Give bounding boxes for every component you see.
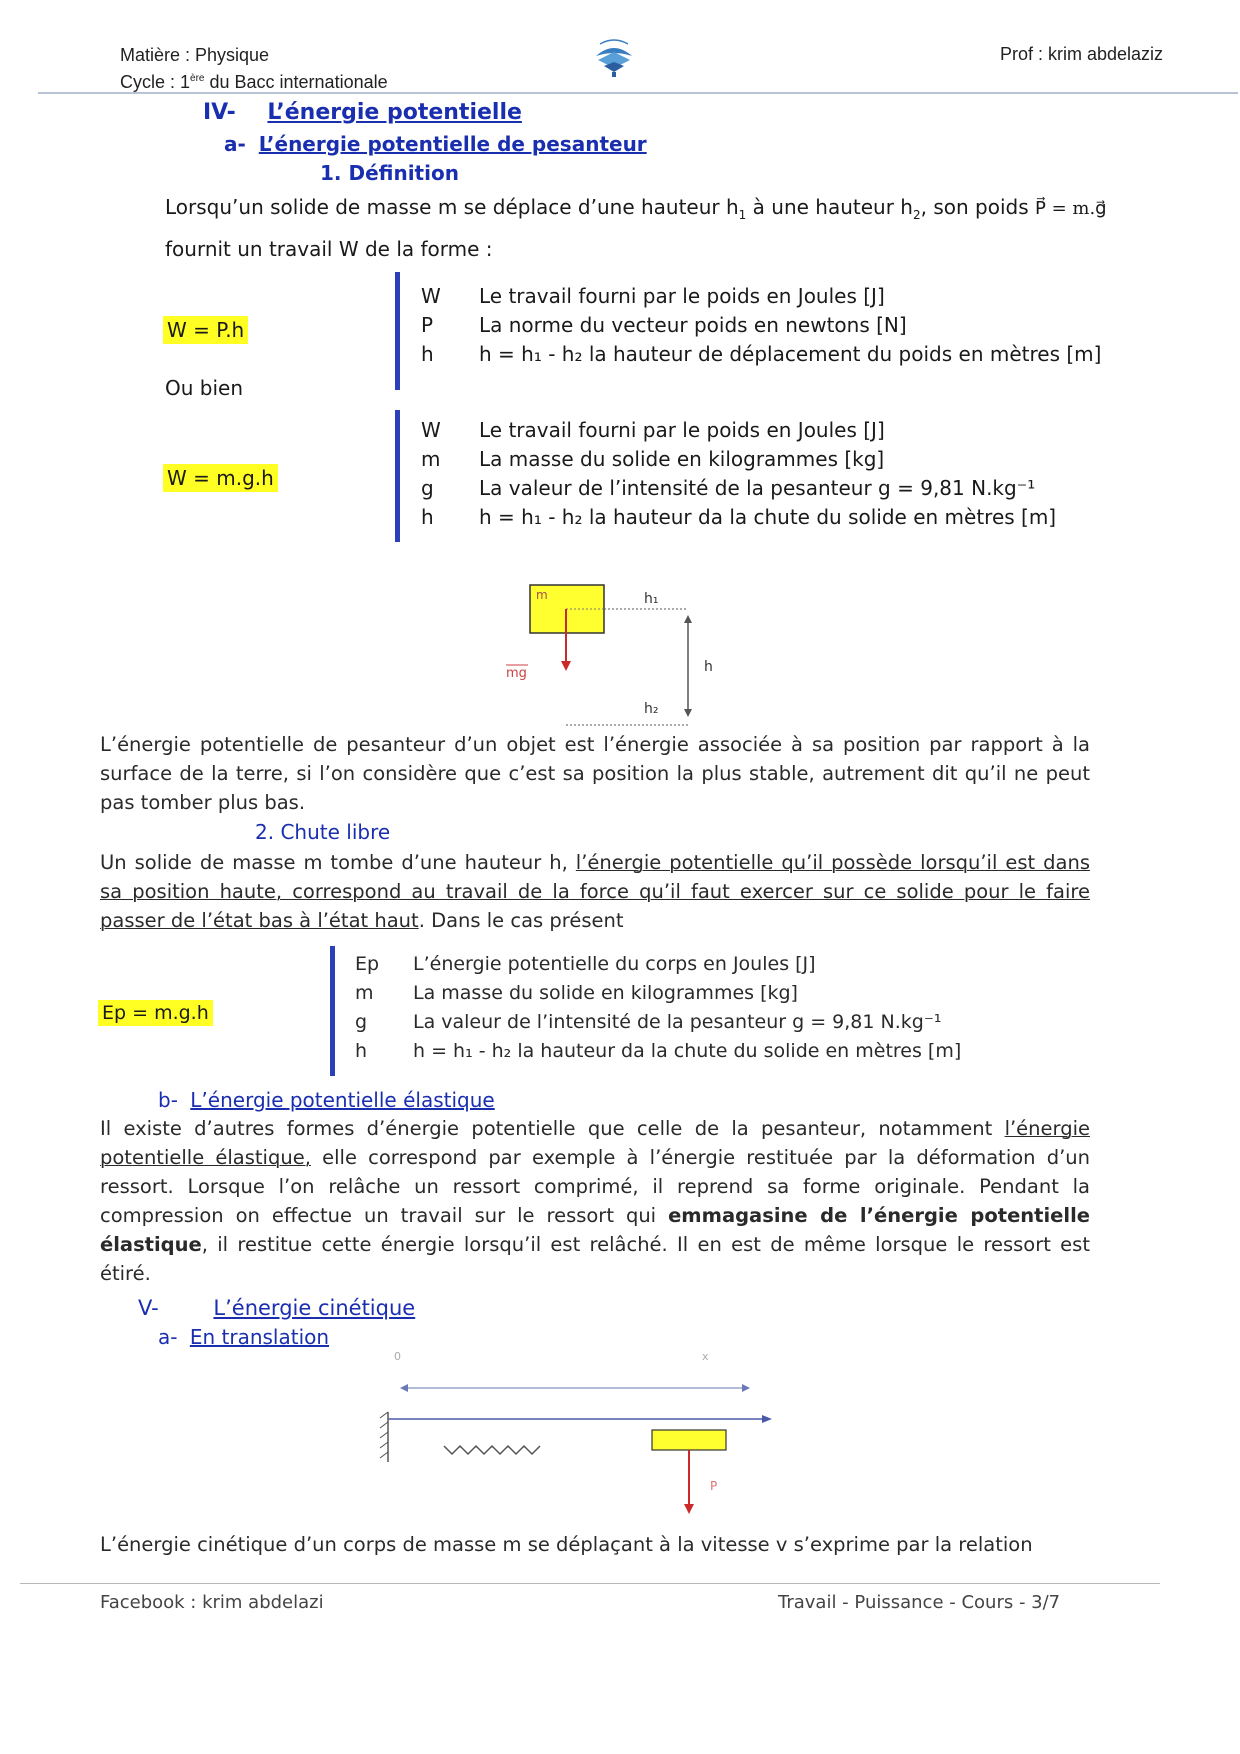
intro-paragraph: Lorsqu’un solide de masse m se déplace d’une hauteur $h_1$ à une hauteur $h_2$, son poids P⃗ = m.g⃗ fournit un travail W de la forme :: [165, 195, 1107, 261]
footer-right: Travail - Puissance - Cours - 3/7: [778, 1592, 1061, 1613]
subject: Matière : Physique: [120, 45, 270, 65]
def-row: m La masse du solide en kilogrammes [kg]: [355, 982, 798, 1004]
def-bar-2: [395, 410, 400, 542]
section-4-heading: IV- L’énergie potentielle: [203, 100, 522, 125]
definitions-3: [355, 950, 961, 1066]
formula-mgh-work: W = m.g.h: [163, 464, 278, 492]
weight-label: P: [710, 1479, 718, 1493]
footer-rule: [20, 1583, 1160, 1584]
kinetic-energy-text: L’énergie cinétique d’un corps de masse m se déplaçant à la vitesse v s’exprime par la relation: [100, 1533, 1033, 1556]
free-fall-paragraph: Un solide de masse m tombe d’une hauteur h, l’énergie potentielle qu’il possède lorsqu’il est dans sa position haute, correspond au travail de la force qu’il faut exercer sur ce solide pour le faire passer de l’état bas à l’état haut. Dans le cas présent: [100, 851, 1090, 932]
def-row: h h = h₁ - h₂ la hauteur de déplacement du poids en mètres [m]: [421, 342, 1102, 366]
definitions-1: [421, 282, 1101, 369]
mass-label: m: [536, 588, 548, 602]
elastic-energy-paragraph: Il existe d’autres formes d’énergie potentielle que celle de la pesanteur, notamment l’énergie potentielle élastique, elle correspond par exemple à l’énergie restituée par la déformation d’un ressort. Lorsque l’on relâche un ressort comprimé, il reprend sa forme originale. Pendant la compression on effectue un travail sur le ressort qui emmagasine de l’énergie potentielle élastique, il restitue cette énergie lorsqu’il est relâché. Il en est de même lorsque le ressort est étiré.: [100, 1117, 1091, 1285]
origin-label: 0: [394, 1350, 401, 1363]
h-label: h: [704, 659, 713, 675]
spring: [444, 1446, 540, 1454]
header-rule: [38, 92, 1238, 94]
teacher: Prof : krim abdelaziz: [1000, 44, 1164, 64]
x-label: x: [702, 1350, 709, 1363]
free-fall-heading: 2. Chute libre: [255, 820, 391, 844]
cycle: Cycle : 1ère du Bacc internationale: [120, 72, 388, 92]
def-row: h h = h₁ - h₂ la hauteur da la chute du solide en mètres [m]: [355, 1040, 962, 1062]
def-row: W Le travail fourni par le poids en Joules [J]: [421, 418, 885, 442]
weight-label: mg: [506, 666, 527, 681]
def-row: m La masse du solide en kilogrammes [kg]: [421, 447, 885, 471]
section-5a-heading: a- En translation: [158, 1325, 330, 1349]
def-row: Ep L’énergie potentielle du corps en Joules [J]: [355, 953, 816, 975]
section-5-heading: V- L’énergie cinétique: [138, 1296, 416, 1320]
potential-energy-definition: L’énergie potentielle de pesanteur d’un objet est l’énergie associée à sa position par rapport à la surface de la terre, si l’on considère que c’est sa position la plus stable, autrement dit qu’il ne peut pas tomber plus bas.: [100, 733, 1090, 814]
def-row: W Le travail fourni par le poids en Joules [J]: [421, 284, 885, 308]
definition-heading: 1. Définition: [320, 161, 459, 185]
h2-label: h₂: [644, 701, 659, 717]
section-4a-heading: a- L’énergie potentielle de pesanteur: [224, 132, 647, 156]
def-row: h h = h₁ - h₂ la hauteur da la chute du solide en mètres [m]: [421, 505, 1057, 529]
school-logo: [590, 36, 638, 80]
formula-weight-work: W = P.h: [163, 316, 248, 344]
def-bar-3: [330, 946, 335, 1076]
def-row: g La valeur de l’intensité de la pesanteur g = 9,81 N.kg⁻¹: [355, 1011, 942, 1033]
h1-label: h₁: [644, 591, 659, 607]
def-row: g La valeur de l’intensité de la pesanteur g = 9,81 N.kg⁻¹: [421, 476, 1036, 500]
falling-mass-diagram: [490, 575, 713, 735]
spring-translation-diagram: [380, 1350, 780, 1530]
def-bar-1: [395, 272, 400, 390]
block: [652, 1430, 726, 1450]
section-4b-heading: b- L’énergie potentielle élastique: [158, 1088, 495, 1112]
header-left: [120, 44, 388, 94]
definitions-2: [421, 416, 1056, 532]
def-row: P La norme du vecteur poids en newtons [N]: [421, 313, 907, 337]
footer-left: Facebook : krim abdelazi: [100, 1592, 324, 1613]
or-text: Ou bien: [165, 376, 244, 400]
formula-potential-energy: Ep = m.g.h: [98, 1000, 213, 1026]
